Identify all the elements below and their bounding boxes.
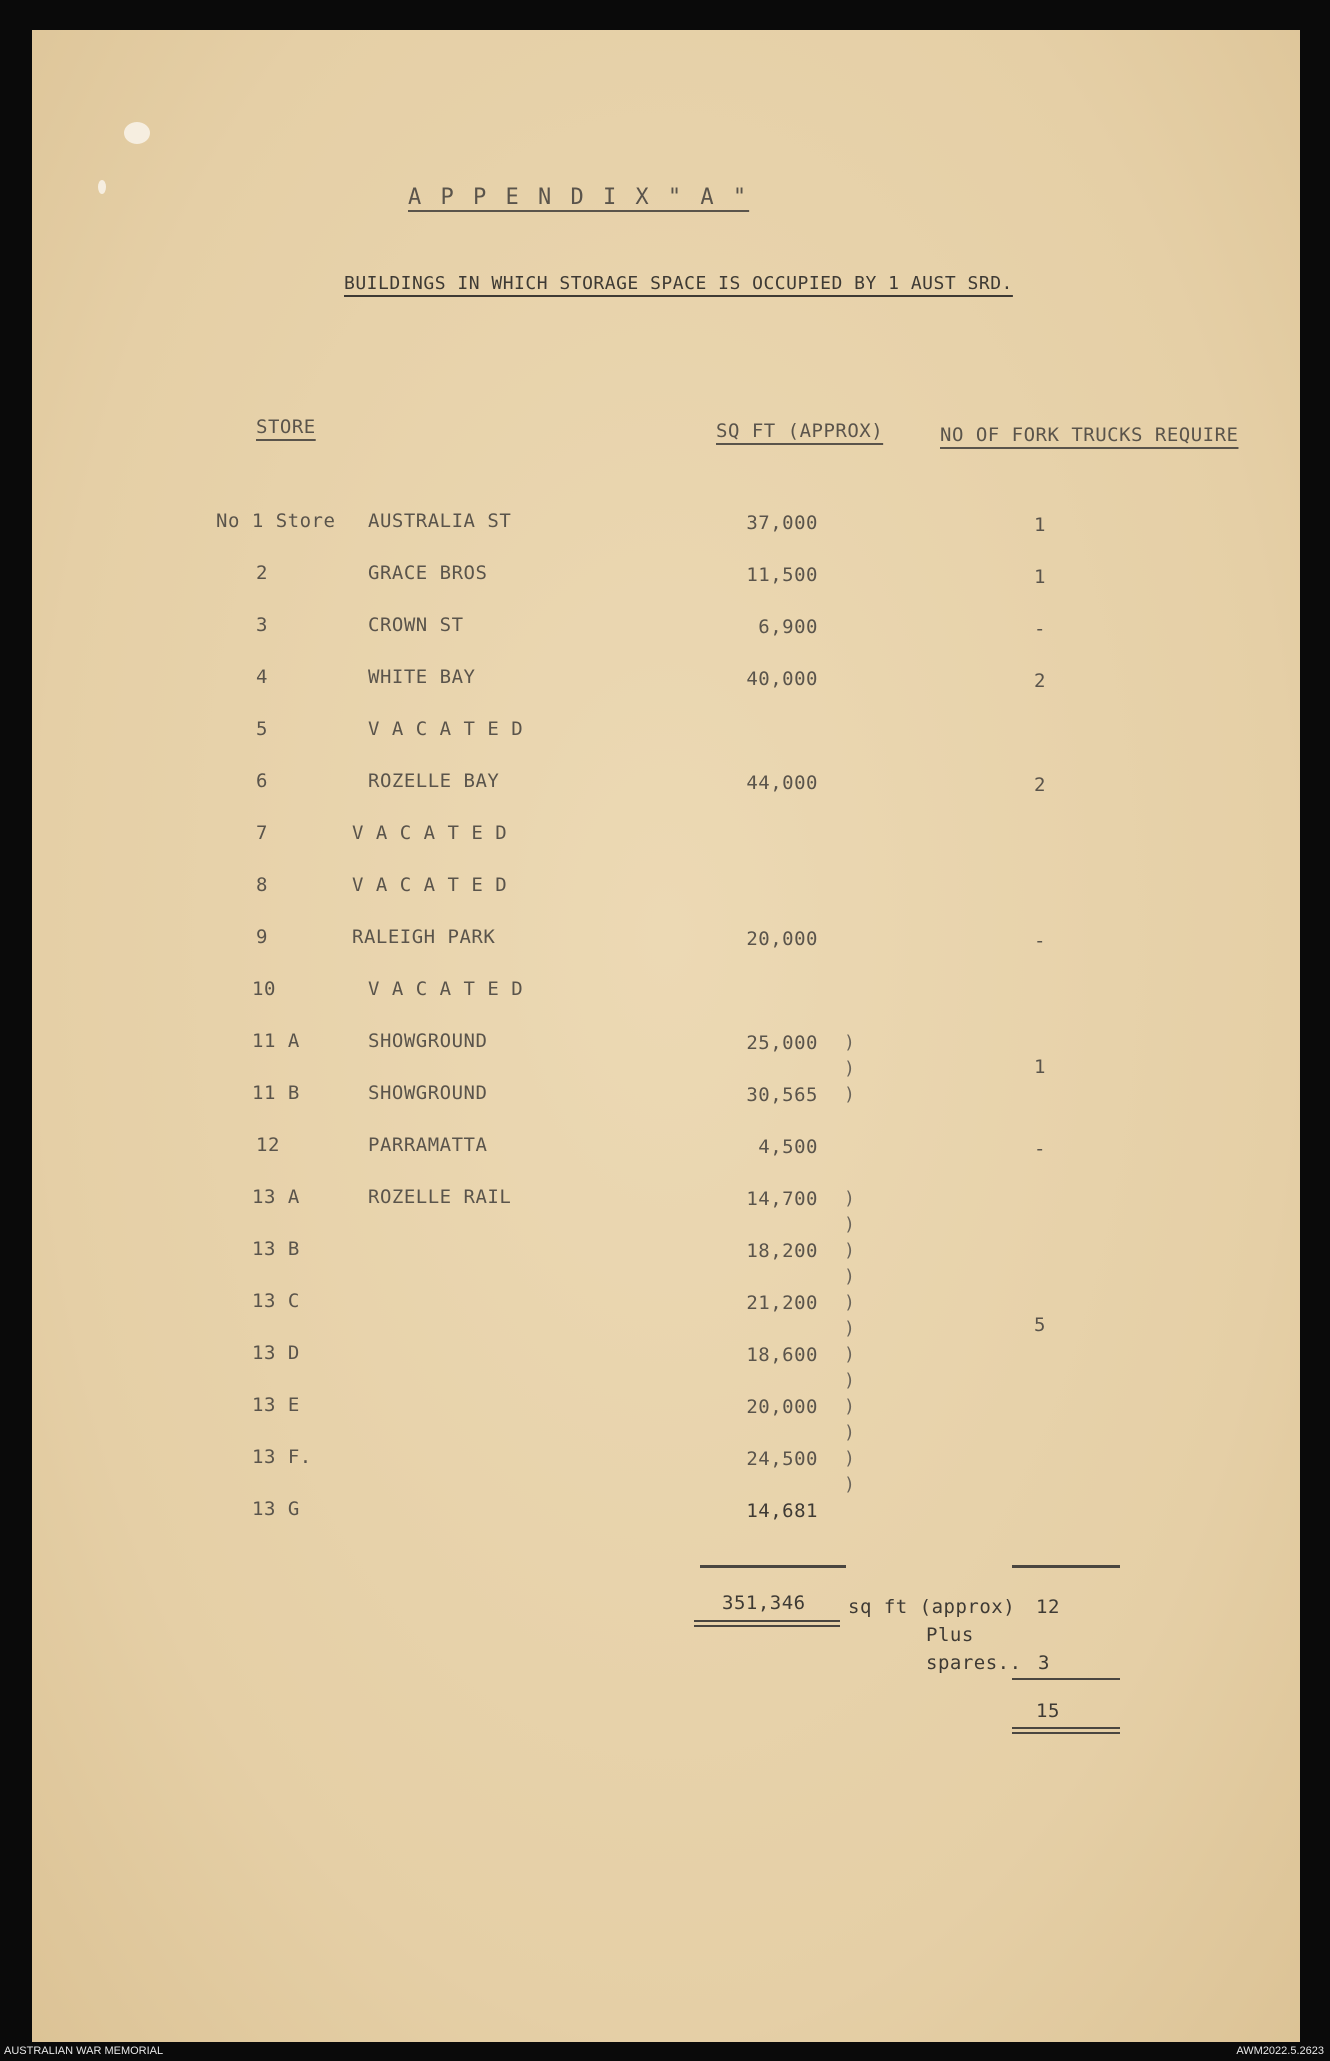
row-sqft: 24,500 bbox=[746, 1448, 818, 1470]
row-no: 13 G bbox=[252, 1498, 300, 1520]
total-sqft-label: sq ft (approx) bbox=[848, 1596, 1016, 1618]
row-name: V A C A T E D bbox=[368, 978, 524, 1000]
row-no: 12 bbox=[256, 1134, 280, 1156]
row-trucks: 1 bbox=[1034, 566, 1046, 588]
paper-damage-spot bbox=[98, 180, 106, 194]
total-double-rule bbox=[694, 1625, 840, 1627]
sum-rule bbox=[700, 1565, 846, 1568]
row-no: 13 E bbox=[252, 1394, 300, 1416]
row-sqft: 25,000 bbox=[746, 1032, 818, 1054]
row-no: 8 bbox=[256, 874, 268, 896]
row-trucks: - bbox=[1034, 618, 1046, 640]
row-sqft: 18,600 bbox=[746, 1344, 818, 1366]
row-sqft: 4,500 bbox=[758, 1136, 818, 1158]
row-sqft: 11,500 bbox=[746, 564, 818, 586]
row-sqft: 40,000 bbox=[746, 668, 818, 690]
sum-rule bbox=[1012, 1565, 1120, 1568]
row-trucks: - bbox=[1034, 1138, 1046, 1160]
bracket-showground: ) ) ) bbox=[844, 1032, 855, 1105]
grand-total-double-rule bbox=[1012, 1727, 1120, 1729]
appendix-title: A P P E N D I X " A " bbox=[408, 185, 750, 210]
row-no: No 1 Store bbox=[216, 510, 336, 532]
row-no: 13 F. bbox=[252, 1446, 312, 1468]
row-no: 13 D bbox=[252, 1342, 300, 1364]
group-trucks-rozelle-rail: 5 bbox=[1034, 1314, 1046, 1336]
row-no: 6 bbox=[256, 770, 268, 792]
document-subtitle: BUILDINGS IN WHICH STORAGE SPACE IS OCCUPIED BY 1 AUST SRD. bbox=[344, 273, 1013, 294]
row-sqft: 6,900 bbox=[758, 616, 818, 638]
row-sqft: 18,200 bbox=[746, 1240, 818, 1262]
row-sqft: 44,000 bbox=[746, 772, 818, 794]
row-no: 11 A bbox=[252, 1030, 300, 1052]
row-no: 11 B bbox=[252, 1082, 300, 1104]
column-header-trucks: NO OF FORK TRUCKS REQUIRE bbox=[940, 424, 1239, 446]
grand-total-double-rule bbox=[1012, 1732, 1120, 1734]
row-name: AUSTRALIA ST bbox=[368, 510, 512, 532]
row-name: ROZELLE RAIL bbox=[368, 1186, 512, 1208]
row-no: 9 bbox=[256, 926, 268, 948]
spares-value: 3 bbox=[1038, 1652, 1050, 1674]
row-sqft: 20,000 bbox=[746, 1396, 818, 1418]
row-name: CROWN ST bbox=[368, 614, 464, 636]
row-name: SHOWGROUND bbox=[368, 1082, 488, 1104]
grand-total: 15 bbox=[1036, 1700, 1060, 1722]
row-no: 3 bbox=[256, 614, 268, 636]
row-trucks: 2 bbox=[1034, 670, 1046, 692]
row-no: 13 A bbox=[252, 1186, 300, 1208]
group-trucks-showground: 1 bbox=[1034, 1056, 1046, 1078]
row-name: V A C A T E D bbox=[368, 718, 524, 740]
total-sqft: 351,346 bbox=[722, 1592, 806, 1614]
plus-label: Plus bbox=[926, 1624, 974, 1646]
row-name: SHOWGROUND bbox=[368, 1030, 488, 1052]
row-no: 13 C bbox=[252, 1290, 300, 1312]
row-sqft: 37,000 bbox=[746, 512, 818, 534]
total-double-rule bbox=[694, 1620, 840, 1622]
row-name: RALEIGH PARK bbox=[352, 926, 496, 948]
footer-accession-number: AWM2022.5.2623 bbox=[1236, 2045, 1324, 2057]
spares-rule bbox=[1012, 1678, 1120, 1680]
row-no: 4 bbox=[256, 666, 268, 688]
column-header-sqft: SQ FT (APPROX) bbox=[716, 420, 884, 442]
row-no: 5 bbox=[256, 718, 268, 740]
paper-damage-spot bbox=[124, 122, 150, 144]
row-name: V A C A T E D bbox=[352, 874, 508, 896]
footer-institution: AUSTRALIAN WAR MEMORIAL bbox=[4, 2045, 164, 2057]
bracket-rozelle-rail: ) ) ) ) ) ) ) ) ) ) ) ) bbox=[844, 1188, 855, 1495]
row-no: 2 bbox=[256, 562, 268, 584]
row-trucks: - bbox=[1034, 930, 1046, 952]
row-sqft: 14,681 bbox=[746, 1500, 818, 1522]
column-header-store: STORE bbox=[256, 416, 316, 438]
document-page bbox=[32, 30, 1300, 2042]
row-sqft: 21,200 bbox=[746, 1292, 818, 1314]
row-name: ROZELLE BAY bbox=[368, 770, 500, 792]
spares-label: spares.. bbox=[926, 1652, 1022, 1674]
row-name: PARRAMATTA bbox=[368, 1134, 488, 1156]
row-name: GRACE BROS bbox=[368, 562, 488, 584]
row-sqft: 30,565 bbox=[746, 1084, 818, 1106]
row-no: 7 bbox=[256, 822, 268, 844]
row-trucks: 2 bbox=[1034, 774, 1046, 796]
row-name: V A C A T E D bbox=[352, 822, 508, 844]
row-name: WHITE BAY bbox=[368, 666, 476, 688]
total-trucks: 12 bbox=[1036, 1596, 1060, 1618]
row-no: 10 bbox=[252, 978, 276, 1000]
row-no: 13 B bbox=[252, 1238, 300, 1260]
row-sqft: 20,000 bbox=[746, 928, 818, 950]
row-sqft: 14,700 bbox=[746, 1188, 818, 1210]
row-trucks: 1 bbox=[1034, 514, 1046, 536]
